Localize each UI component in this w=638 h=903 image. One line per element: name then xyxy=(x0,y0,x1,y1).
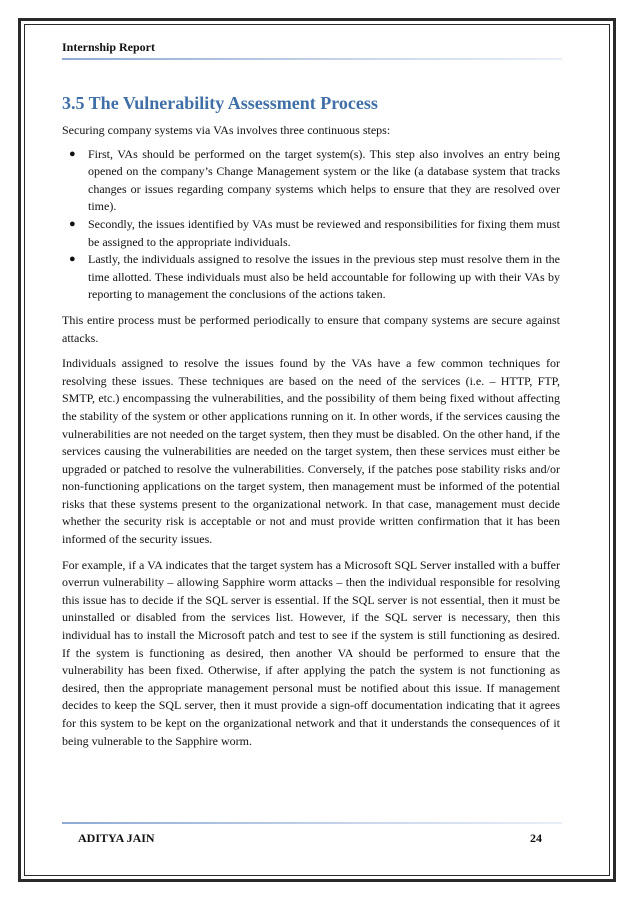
bullet-icon: ● xyxy=(69,253,76,266)
list-item-text: Secondly, the issues identified by VAs must be reviewed and responsibilities for fixing them must be assigned to the appropriate individuals. xyxy=(88,216,560,249)
section-title: 3.5 The Vulnerability Assessment Process xyxy=(62,93,378,113)
list-item-text: First, VAs should be performed on the target system(s). This step also involves an entry being opened on the company’s Change Management system or the like (a database system that tracks changes or issues regarding company systems which helps to ensure that they are resolved over time). xyxy=(88,146,560,214)
list-item-text: Lastly, the individuals assigned to resolve the issues in the previous step must resolve them in the time allotted. These individuals must also be held accountable for following up with their VAs by reporting to management the conclusions of the actions taken. xyxy=(88,252,560,302)
footer-rule xyxy=(62,822,562,824)
page-number: 24 xyxy=(530,831,542,845)
bullet-icon: ● xyxy=(69,217,76,230)
bullet-icon: ● xyxy=(69,147,76,160)
steps-list xyxy=(62,146,560,304)
paragraph: For example, if a VA indicates that the target system has a Microsoft SQL Server installed with a buffer overrun vulnerability – allowing Sapphire worm attacks – then the individual responsible for resolving this issue has to decide if the SQL server is essential. If the SQL server is not essential, then it must be uninstalled or disabled from the services list. However, if the SQL server is necessary, then this individual has to install the Microsoft patch and test to see if the system is still functioning as desired. If the system is functioning as desired, then another VA should be performed to ensure that the vulnerability has been fixed. Otherwise, if after applying the patch the system is not functioning as desired, then the appropriate management personal must be notified about this issue. If management decides to keep the SQL server, then it must provide a sign-off documentation indicating that it agrees for this system to be kept on the organizational network and that it understands the consequences of it being vulnerable to the Sapphire worm. xyxy=(62,557,560,748)
header-rule xyxy=(62,58,562,60)
paragraph: This entire process must be performed periodically to ensure that company systems are secure against attacks. xyxy=(62,312,560,345)
section-intro: Securing company systems via VAs involves three continuous steps: xyxy=(62,123,391,137)
list-item xyxy=(62,251,560,304)
running-header: Internship Report xyxy=(62,40,156,54)
paragraph: Individuals assigned to resolve the issues found by the VAs have a few common techniques for resolving these issues. These techniques are based on the need of the services (i.e. – HTTP, FTP, SMTP, etc.) encompassing the vulnerabilities, and the possibility of them being fixed without affecting the stability of the system or other applications running on it. In other words, if the services causing the vulnerabilities are not needed on the target system, then they must be disabled. On the other hand, if the services causing the vulnerabilities are needed on the target system, then these services must either be upgraded or patched to resolve the vulnerabilities. Conversely, if the patches pose stability risks and/or non-functioning applications on the target system, then management must be informed of the potential risks that these systems present to the organizational network. In that case, management must decide whether the security risk is acceptable or not and must provide written confirmation that it has been informed of the security issues. xyxy=(62,356,560,547)
list-item xyxy=(62,146,560,216)
list-item xyxy=(62,216,560,251)
page-content xyxy=(62,93,560,750)
footer-author: ADITYA JAIN xyxy=(78,831,155,845)
